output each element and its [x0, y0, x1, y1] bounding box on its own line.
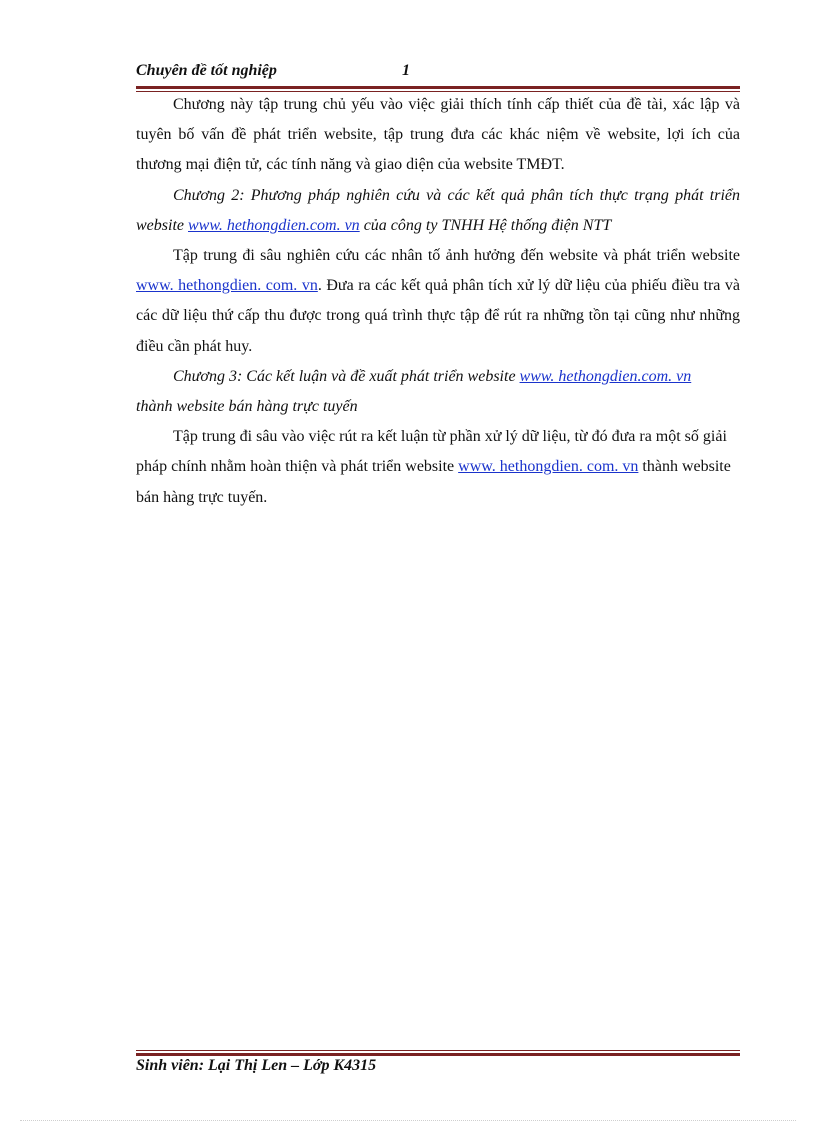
paragraph-text: Tập trung đi sâu vào việc rút ra kết luận từ phần xử lý dữ liệu, từ đó đưa ra một số giải pháp chính nhằm hoàn thiện và phát triển website — [136, 428, 727, 476]
chapter2-heading-suffix: của công ty TNHH Hệ thống điện NTT — [359, 216, 612, 234]
paragraph-chapter1-summary: Chương này tập trung chủ yếu vào việc giải thích tính cấp thiết của đề tài, xác lập và tuyên bố vấn đề phát triển website, tập trung đưa các khác niệm về website, lợi ích của thương mại điện tử, các tính năng và giao diện của website TMĐT. — [136, 96, 740, 174]
page-edge-dotted-line — [20, 1120, 796, 1121]
chapter2-heading — [136, 181, 740, 241]
chapter3-heading — [136, 362, 740, 392]
website-link[interactable]: www. hethongdien. com. vn — [458, 458, 639, 476]
page-number: 1 — [402, 62, 410, 79]
page-footer: Sinh viên: Lại Thị Len – Lớp K4315 — [136, 1057, 377, 1074]
paragraph-text: Tập trung đi sâu nghiên cứu các nhân tố ảnh hưởng đến website và phát triển website — [173, 247, 740, 265]
document-body — [136, 90, 740, 513]
page-header — [136, 60, 740, 86]
website-link[interactable]: www. hethongdien.com. vn — [519, 367, 692, 385]
paragraph-chapter3-summary — [136, 422, 740, 513]
chapter3-heading-text: Chương 3: Các kết luận và đề xuất phát triển website — [173, 367, 520, 385]
header-title: Chuyên đề tốt nghiệp — [136, 62, 277, 79]
footer-rule — [136, 1050, 740, 1056]
website-link[interactable]: www. hethongdien. com. vn — [136, 277, 318, 295]
paragraph-text: . Đưa ra các kết quả phân tích xử lý dữ liệu của phiếu điều tra và các dữ liệu thứ cấp thu được trong quá trình thực tập để rút ra những tồn tại cũng như những điều cần phát huy. — [136, 277, 741, 355]
chapter2-heading-text: Chương 2: Phương pháp nghiên cứu và các kết quả phân tích thực trạng phát triển website — [136, 186, 740, 234]
chapter3-heading-line2: thành website bán hàng trực tuyến — [136, 398, 358, 416]
paragraph-chapter2-summary — [136, 241, 740, 362]
paragraph-text: thành website bán hàng trực tuyến. — [136, 458, 731, 506]
website-link[interactable]: www. hethongdien.com. vn — [188, 216, 360, 234]
